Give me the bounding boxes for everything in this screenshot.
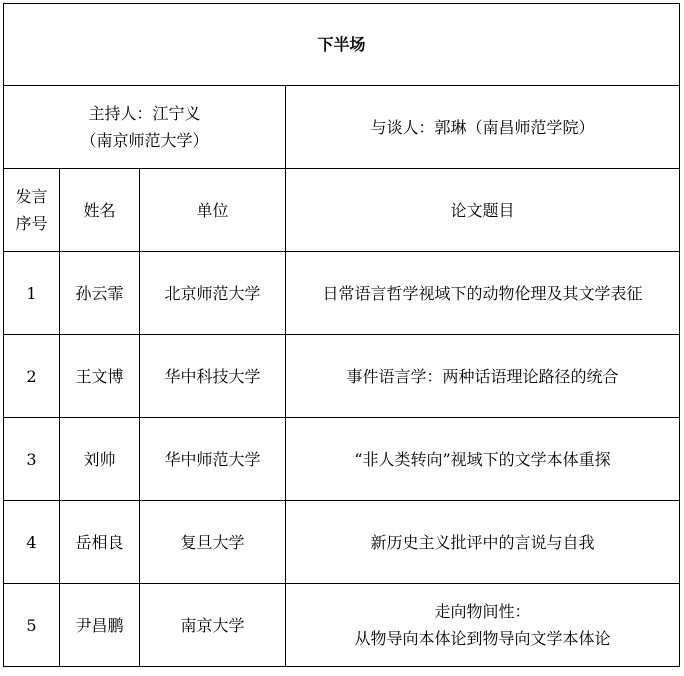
row-topic-line: “非人类转向”视域下的文学本体重探 bbox=[354, 449, 611, 469]
discussant-cell: 与谈人：郭琳（南昌师范学院） bbox=[286, 86, 680, 169]
header-name: 姓名 bbox=[60, 169, 140, 252]
row-number: 4 bbox=[4, 501, 60, 584]
row-topic-line: 从物导向本体论到物导向文学本体论 bbox=[354, 629, 611, 648]
header-order bbox=[4, 169, 60, 252]
row-unit: 北京师范大学 bbox=[140, 252, 286, 335]
host-cell bbox=[4, 86, 286, 169]
row-topic bbox=[286, 501, 680, 584]
row-unit: 南京大学 bbox=[140, 584, 286, 667]
row-name: 岳相良 bbox=[60, 501, 140, 584]
row-topic bbox=[286, 335, 680, 418]
row-name: 孙云霏 bbox=[60, 252, 140, 335]
row-number: 3 bbox=[4, 418, 60, 501]
row-topic-line: 日常语言哲学视域下的动物伦理及其文学表征 bbox=[322, 283, 643, 303]
row-topic-line: 事件语言学：两种话语理论路径的统合 bbox=[346, 366, 619, 386]
row-name: 王文博 bbox=[60, 335, 140, 418]
header-topic: 论文题目 bbox=[286, 169, 680, 252]
session-title: 下半场 bbox=[4, 4, 680, 86]
header-row bbox=[4, 169, 680, 252]
row-topic bbox=[286, 252, 680, 335]
hosts-row bbox=[4, 86, 680, 169]
row-name: 尹昌鹏 bbox=[60, 584, 140, 667]
host-affiliation: （南京师范大学） bbox=[80, 131, 209, 150]
table-row bbox=[4, 335, 680, 418]
schedule-table bbox=[3, 3, 680, 667]
title-row bbox=[4, 4, 680, 86]
row-number: 5 bbox=[4, 584, 60, 667]
header-order-line1: 发言 bbox=[15, 187, 48, 206]
row-name: 刘帅 bbox=[60, 418, 140, 501]
table-row bbox=[4, 584, 680, 667]
host-name: 主持人：江宁义 bbox=[88, 104, 201, 123]
table-row bbox=[4, 252, 680, 335]
row-number: 1 bbox=[4, 252, 60, 335]
header-unit: 单位 bbox=[140, 169, 286, 252]
row-unit: 华中科技大学 bbox=[140, 335, 286, 418]
header-order-line2: 序号 bbox=[15, 214, 48, 233]
row-unit: 复旦大学 bbox=[140, 501, 286, 584]
row-number: 2 bbox=[4, 335, 60, 418]
row-unit: 华中师范大学 bbox=[140, 418, 286, 501]
row-topic-line: 走向物间性： bbox=[434, 602, 531, 621]
table-row bbox=[4, 418, 680, 501]
table-row bbox=[4, 501, 680, 584]
row-topic bbox=[286, 418, 680, 501]
row-topic-line: 新历史主义批评中的言说与自我 bbox=[370, 532, 595, 552]
row-topic bbox=[286, 584, 680, 667]
